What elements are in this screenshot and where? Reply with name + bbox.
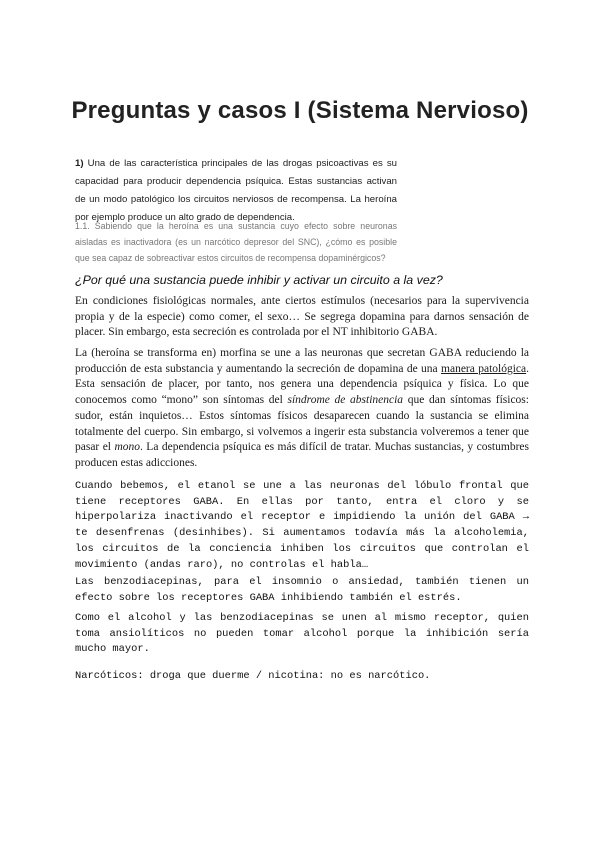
paragraph-narcotics: Narcóticos: droga que duerme / nicotina: no es narcótico. bbox=[75, 670, 431, 682]
question-text: Una de las característica principales de las drogas psicoactivas es su capacidad para producir dependencia psíquica. Estas sustancias activan de un modo patológico los circuitos nerviosos de recompensa. La heroína por ejemplo produce un alto grado de dependencia. bbox=[75, 158, 398, 223]
text-segment: . Esta sensación de placer, por tanto, nos genera una dependencia psíquica y física. Lo que conocemos como “mono” son síntomas del bbox=[75, 362, 529, 407]
question-1-1: 1.1. Sabiendo que la heroína es una sustancia cuyo efecto sobre neuronas aisladas es inactivadora (es un narcótico depresor del SNC), ¿cómo es posible que sea capaz de sobreactivar estos circuitos de recompensa dopaminérgicos? bbox=[75, 221, 397, 263]
text-segment: . La dependencia psíquica es más difícil de tratar. Muchas sustancias, y costumbres producen estas adicciones. bbox=[75, 441, 529, 469]
italic-phrase: síndrome de abstinencia bbox=[287, 394, 404, 407]
italic-phrase: mono bbox=[114, 441, 140, 454]
paragraph-alcohol-benzo: Como el alcohol y las benzodiacepinas se unen al mismo receptor, quien toma ansiolíticos no pueden tomar alcohol porque la inhibición sería mucho mayor. bbox=[75, 612, 529, 656]
answer-subheading: ¿Por qué una sustancia puede inhibir y activar un circuito a la vez? bbox=[75, 273, 443, 287]
question-number: 1) bbox=[75, 158, 84, 169]
paragraph-physiology: En condiciones fisiológicas normales, ante ciertos estímulos (necesarios para la supervivencia propia y de la especie) como comer, el sexo… Se segrega dopamina para darnos sensación de placer. Sin embargo, esta secreción es controlada por el NT inhibitorio GABA. bbox=[75, 295, 529, 339]
paragraph-benzodiazepines: Las benzodiacepinas, para el insomnio o ansiedad, también tienen un efecto sobre los receptores GABA inhibiendo también el estrés. bbox=[75, 576, 529, 604]
question-1 bbox=[75, 155, 397, 227]
text-segment: que dan síntomas físicos: sudor, están inquietos… Estos síntomas físicos desaparecen cuando la sustancia se elimina totalmente del cuerpo. Sin embargo, si volvemos a ingerir esta substancia volveremos a tener que pasar el bbox=[75, 394, 529, 454]
paragraph-ethanol: Cuando bebemos, el etanol se une a las neuronas del lóbulo frontal que tiene receptores GABA. En ellas por tanto, entra el cloro y se hiperpolariza inactivando el receptor e impidiendo la unión del GABA → te desenfrenas (desinhibes). Si aumentamos todavía más la alcoholemia, los circuitos de la conciencia inhiben los circuitos que controlan el movimiento (andas raro), no controlas el habla… bbox=[75, 480, 529, 571]
paragraph-morphine bbox=[75, 346, 529, 472]
page-title: Preguntas y casos I (Sistema Nervioso) bbox=[71, 97, 529, 124]
text-segment: La (heroína se transforma en) morfina se une a las neuronas que secretan GABA reduciendo la producción de esta substancia y aumentando la secreción de dopamina de una bbox=[75, 347, 529, 375]
underlined-phrase: manera patológica bbox=[441, 362, 527, 375]
